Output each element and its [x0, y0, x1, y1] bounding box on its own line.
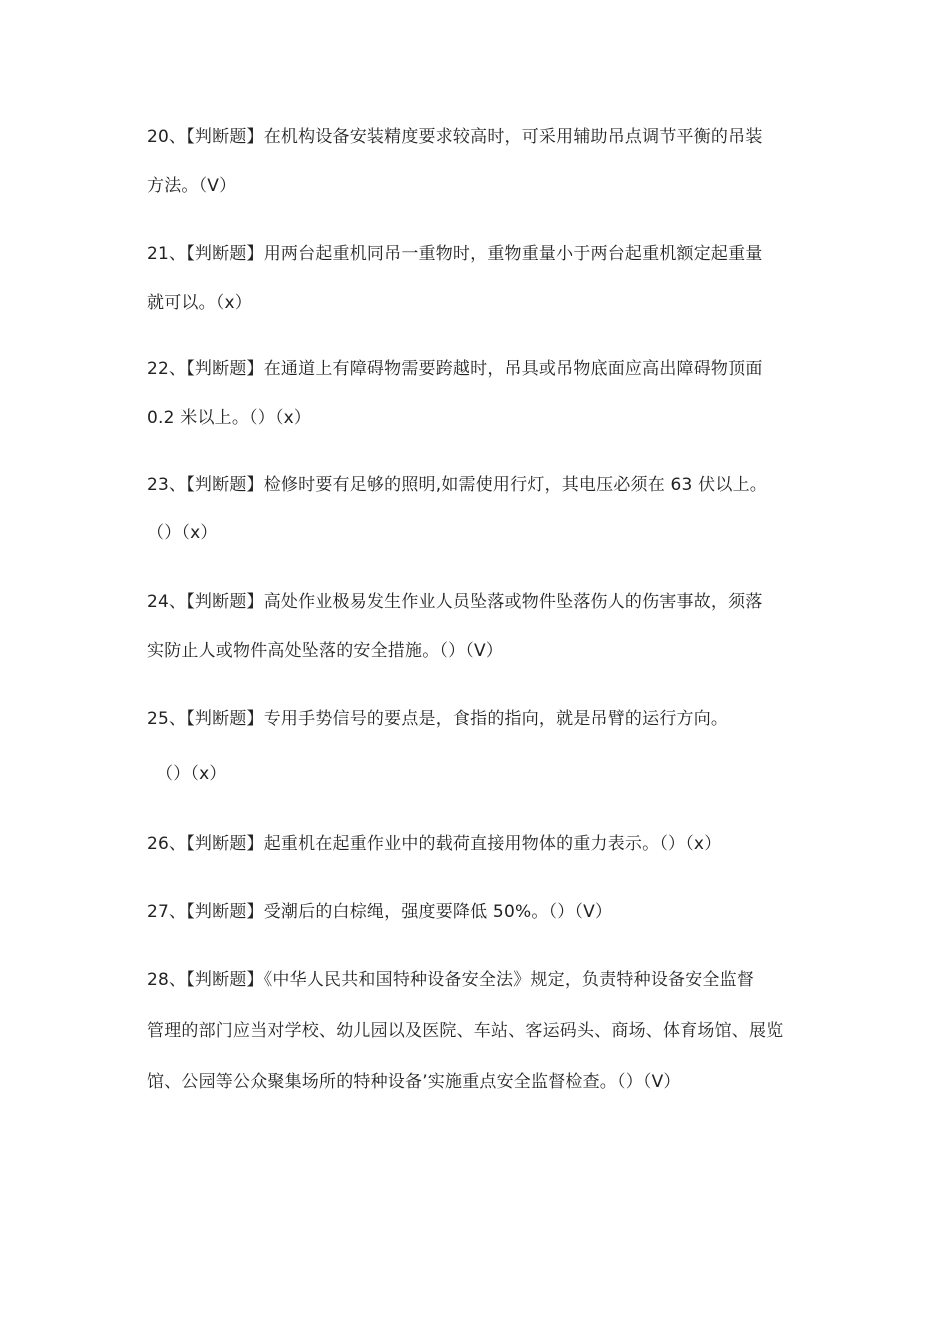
question-28-line-3: 馆、公园等公众聚集场所的特种设备’实施重点安全监督检查。（）（V） — [147, 1072, 681, 1092]
question-25-line-2: （）（x） — [156, 764, 227, 784]
question-21-line-2: 就可以。（x） — [147, 293, 252, 313]
question-23-line-1: 23、【判断题】检修时要有足够的照明,如需使用行灯，其电压必须在 63 伏以上。 — [147, 475, 767, 495]
question-25-line-1: 25、【判断题】专用手势信号的要点是，食指的指向，就是吊臂的运行方向。 — [147, 709, 729, 729]
question-24-line-1: 24、【判断题】高处作业极易发生作业人员坠落或物件坠落伤人的伤害事故，须落 — [147, 592, 763, 612]
question-28-line-2: 管理的部门应当对学校、幼儿园以及医院、车站、客运码头、商场、体育场馆、展览 — [147, 1021, 784, 1041]
question-22-line-1: 22、【判断题】在通道上有障碍物需要跨越时，吊具或吊物底面应高出障碍物顶面 — [147, 359, 763, 379]
question-21-line-1: 21、【判断题】用两台起重机同吊一重物时，重物重量小于两台起重机额定起重量 — [147, 244, 763, 264]
question-24-line-2: 实防止人或物件高处坠落的安全措施。（）（V） — [147, 641, 504, 661]
question-20-line-1: 20、【判断题】在机构设备安装精度要求较高时，可采用辅助吊点调节平衡的吊装 — [147, 127, 763, 147]
question-27-line-1: 27、【判断题】受潮后的白棕绳，强度要降低 50%。（）（V） — [147, 902, 613, 922]
question-26-line-1: 26、【判断题】起重机在起重作业中的载荷直接用物体的重力表示。（）（x） — [147, 834, 722, 854]
question-20-line-2: 方法。（V） — [147, 176, 237, 196]
question-28-line-1: 28、【判断题】《中华人民共和国特种设备安全法》规定，负责特种设备安全监督 — [147, 970, 755, 990]
question-23-line-2: （）（x） — [147, 523, 218, 543]
question-22-line-2: 0.2 米以上。（）（x） — [147, 408, 312, 428]
